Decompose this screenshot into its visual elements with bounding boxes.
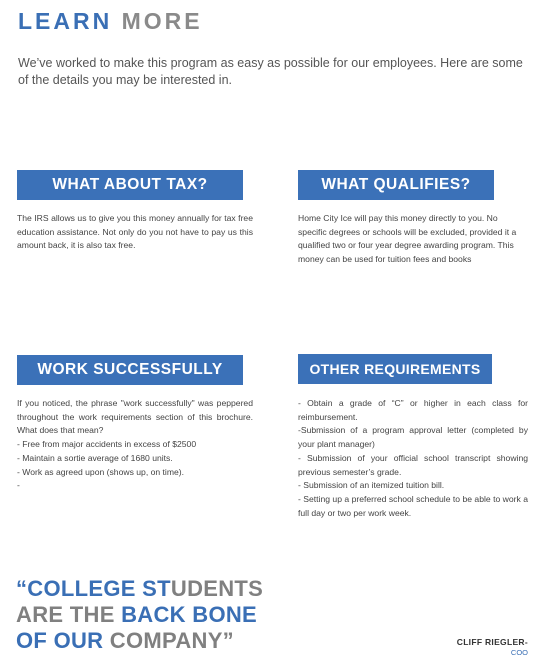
work-item: - (17, 480, 20, 491)
heading-other-requirements: OTHER REQUIREMENTS (298, 354, 492, 384)
quote-fragment: OF OUR (16, 628, 110, 653)
quote-fragment: ARE THE (16, 602, 122, 627)
requirement-item: - Submission of an itemized tuition bill. (298, 480, 445, 491)
page-title (18, 8, 203, 35)
work-item: - Free from major accidents in excess of $2500 (17, 439, 197, 450)
requirement-item: - Setting up a preferred school schedule to be able to work a full day or two per work week. (298, 493, 528, 518)
pull-quote (16, 576, 263, 654)
qualifies-body-text: Home City Ice will pay this money directly to you. No specific degrees or schools will be excluded, provided it a qualified two or four year degree awarding program. This money can be used for tuition fees and books (298, 213, 517, 265)
requirement-item: -Submission of a program approval letter (completed by your plant manager) (298, 425, 528, 450)
qualifies-section (298, 212, 528, 267)
quote-line-3 (16, 628, 263, 654)
requirement-item: - Submission of your official school transcript showing previous semester’s grade. (298, 452, 528, 477)
heading-what-about-tax: WHAT ABOUT TAX? (17, 170, 243, 200)
quote-fragment: COMPANY” (109, 628, 234, 653)
intro-text: We’ve worked to make this program as easy as possible for our employees. Here are some of the details you may be interested in. (18, 56, 523, 87)
quote-fragment: “COLLEGE (16, 576, 143, 601)
quote-line-2 (16, 602, 263, 628)
quote-line-1 (16, 576, 263, 602)
quote-fragment: UDENTS (170, 576, 264, 601)
title-word-more: MORE (121, 8, 203, 34)
work-item: - Work as agreed upon (shows up, on time). (17, 466, 185, 477)
work-section (17, 397, 253, 493)
signature-name: CLIFF RIEGLER- (456, 637, 528, 647)
work-body-text: If you noticed, the phrase "work successfully" was peppered throughout the work requirements section of this brochure. What does that mean? (17, 398, 253, 436)
work-item: - Maintain a sortie average of 1680 units. (17, 452, 173, 463)
title-word-learn: LEARN (18, 8, 113, 34)
heading-work-successfully: WORK SUCCESSFULLY (17, 355, 243, 385)
signature-title: COO (510, 648, 528, 657)
quote-fragment: BA (121, 602, 154, 627)
requirement-item: - Obtain a grade of “C” or higher in each class for reimbursement. (298, 398, 528, 422)
tax-section (17, 212, 253, 253)
quote-fragment: ST (142, 576, 171, 601)
heading-what-qualifies: WHAT QUALIFIES? (298, 170, 494, 200)
tax-body-text: The IRS allows us to give you this money annually for tax free education assistance. Not only do you not have to pay us this amount back, it is also tax free. (17, 213, 253, 251)
quote-fragment: CK BONE (153, 602, 258, 627)
other-section (298, 397, 528, 520)
